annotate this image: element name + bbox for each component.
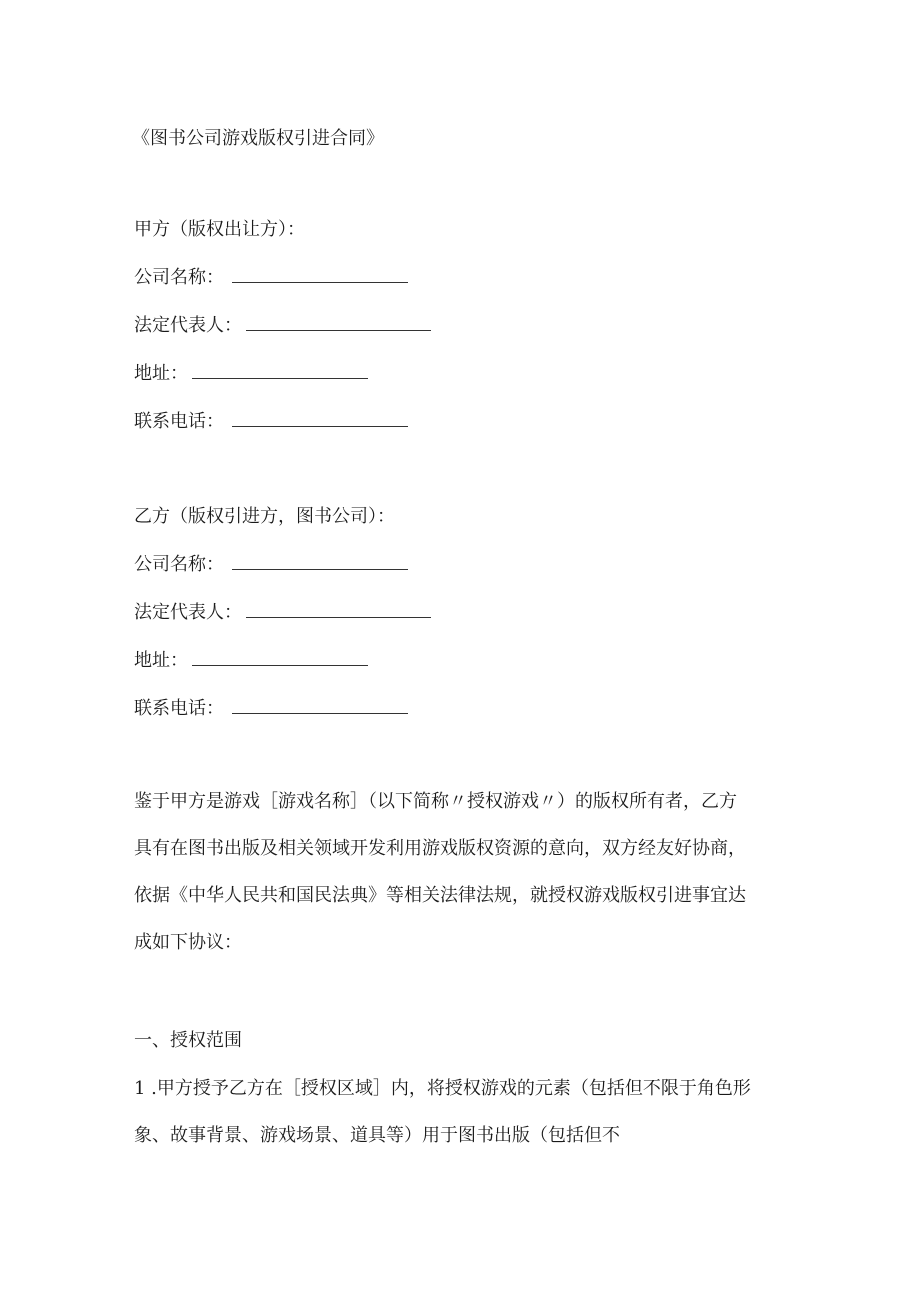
party-b-address-row [134, 649, 368, 673]
party-b-phone-blank[interactable] [232, 697, 408, 714]
party-b-address-label: 地址： [134, 650, 188, 671]
party-b-company-row [134, 553, 408, 577]
party-b-rep-label: 法定代表人： [134, 602, 242, 623]
party-a-address-label: 地址： [134, 363, 188, 384]
party-a-address-row [134, 362, 368, 386]
party-a-phone-blank[interactable] [232, 410, 408, 427]
party-b-company-label: 公司名称： [134, 554, 224, 575]
preamble-line-3: 依据《中华人民共和国民法典》等相关法律法规，就授权游戏版权引进事宜达 [134, 885, 746, 906]
party-b-rep-row [134, 601, 431, 625]
document-title: 《图书公司游戏版权引进合同》 [132, 128, 384, 149]
party-b-rep-blank[interactable] [246, 601, 431, 618]
party-a-company-label: 公司名称： [134, 267, 224, 288]
party-b-phone-row [134, 697, 408, 721]
section-1-item-1-line-1: 1 .甲方授予乙方在［授权区域］内，将授权游戏的元素（包括但不限于角色形 [134, 1078, 751, 1099]
party-b-heading: 乙方（版权引进方，图书公司）： [134, 506, 395, 527]
party-a-rep-blank[interactable] [246, 314, 431, 331]
party-a-company-row [134, 266, 408, 290]
party-b-phone-label: 联系电话： [134, 698, 224, 719]
party-a-company-blank[interactable] [232, 266, 408, 283]
party-b-address-blank[interactable] [192, 649, 368, 666]
party-a-heading: 甲方（版权出让方）： [134, 219, 305, 240]
preamble-paragraph [134, 778, 784, 966]
section-1-item-1 [134, 1065, 784, 1159]
section-1-heading: 一、授权范围 [134, 1030, 242, 1051]
preamble-line-2: 具有在图书出版及相关领域开发利用游戏版权资源的意向，双方经友好协商， [134, 838, 746, 859]
section-1-item-1-line-2: 象、故事背景、游戏场景、道具等）用于图书出版（包括但不 [134, 1125, 620, 1146]
party-b-company-blank[interactable] [232, 553, 408, 570]
preamble-line-4: 成如下协议： [134, 932, 242, 953]
party-a-rep-label: 法定代表人： [134, 315, 242, 336]
party-a-phone-row [134, 410, 408, 434]
party-a-rep-row [134, 314, 431, 338]
party-a-phone-label: 联系电话： [134, 411, 224, 432]
preamble-line-1: 鉴于甲方是游戏［游戏名称］（以下简称〃授权游戏〃）的版权所有者，乙方 [134, 791, 737, 812]
party-a-address-blank[interactable] [192, 362, 368, 379]
